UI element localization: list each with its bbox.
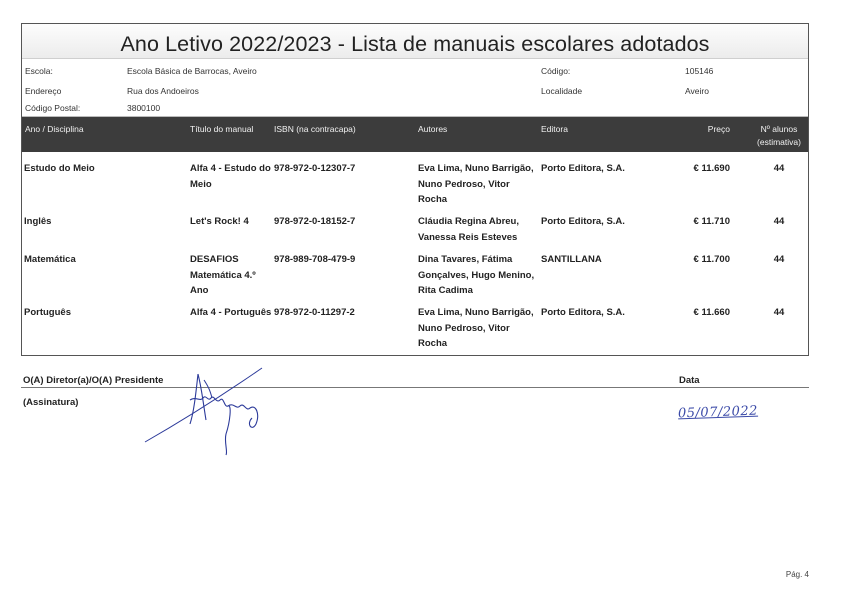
table-row bbox=[22, 161, 808, 214]
row-editora: Porto Editora, S.A. bbox=[541, 216, 625, 227]
localidade-value: Aveiro bbox=[685, 86, 709, 96]
row-preco: € 11.660 bbox=[693, 307, 730, 318]
row-isbn: 978-972-0-11297-2 bbox=[274, 307, 355, 318]
row-preco: € 11.690 bbox=[693, 163, 730, 174]
document-frame bbox=[21, 23, 809, 356]
table-header bbox=[22, 117, 808, 152]
header-alunos-line2: (estimativa) bbox=[757, 137, 801, 147]
row-disciplina: Inglês bbox=[24, 216, 52, 227]
row-titulo: Let's Rock! 4 bbox=[190, 216, 249, 227]
row-titulo: DESAFIOS Matemática 4.º Ano bbox=[190, 254, 256, 296]
endereco-value: Rua dos Andoeiros bbox=[127, 86, 199, 96]
header-isbn: ISBN (na contracapa) bbox=[274, 124, 356, 134]
document-title: Ano Letivo 2022/2023 - Lista de manuais escolares adotados bbox=[22, 24, 808, 59]
row-alunos: 44 bbox=[773, 163, 785, 174]
table-row bbox=[22, 214, 808, 252]
header-autores: Autores bbox=[418, 124, 448, 134]
endereco-label: Endereço bbox=[25, 86, 62, 96]
row-isbn: 978-989-708-479-9 bbox=[274, 254, 356, 265]
assinatura-label: (Assinatura) bbox=[23, 397, 79, 408]
codigo-label: Código: bbox=[541, 66, 571, 76]
row-disciplina: Estudo do Meio bbox=[24, 163, 95, 174]
row-editora: SANTILLANA bbox=[541, 254, 602, 265]
header-disciplina: Ano / Disciplina bbox=[25, 124, 84, 134]
header-alunos bbox=[750, 123, 808, 149]
info-row-endereco bbox=[22, 82, 808, 102]
director-label: O(A) Diretor(a)/O(A) Presidente bbox=[23, 375, 164, 386]
row-autores: Eva Lima, Nuno Barrigão, Nuno Pedroso, Vitor Rocha bbox=[418, 163, 534, 205]
row-alunos: 44 bbox=[773, 307, 785, 318]
row-titulo: Alfa 4 - Português bbox=[190, 307, 272, 318]
row-autores: Dina Tavares, Fátima Gonçalves, Hugo Menino, Rita Cadima bbox=[418, 254, 535, 296]
handwritten-date: 05/07/2022 bbox=[677, 403, 759, 422]
handwritten-signature bbox=[140, 362, 280, 457]
header-titulo: Título do manual bbox=[190, 124, 254, 134]
data-label: Data bbox=[679, 375, 700, 386]
table-row bbox=[22, 305, 808, 353]
row-titulo: Alfa 4 - Estudo do Meio bbox=[190, 163, 271, 190]
row-autores: Eva Lima, Nuno Barrigão, Nuno Pedroso, Vitor Rocha bbox=[418, 307, 534, 349]
info-row-escola bbox=[22, 62, 808, 82]
row-editora: Porto Editora, S.A. bbox=[541, 163, 625, 174]
row-alunos: 44 bbox=[773, 254, 785, 265]
row-isbn: 978-972-0-18152-7 bbox=[274, 216, 356, 227]
codigo-postal-value: 3800100 bbox=[127, 103, 161, 113]
escola-value: Escola Básica de Barrocas, Aveiro bbox=[127, 66, 257, 76]
row-disciplina: Matemática bbox=[24, 254, 76, 265]
info-row-codigo-postal bbox=[22, 102, 808, 117]
codigo-value: 105146 bbox=[685, 66, 714, 76]
header-preco: Preço bbox=[707, 124, 730, 134]
row-preco: € 11.700 bbox=[693, 254, 730, 265]
table-row bbox=[22, 252, 808, 305]
row-autores: Cláudia Regina Abreu, Vanessa Reis Esteves bbox=[418, 216, 519, 243]
codigo-postal-label: Código Postal: bbox=[25, 103, 81, 113]
localidade-label: Localidade bbox=[541, 86, 583, 96]
row-isbn: 978-972-0-12307-7 bbox=[274, 163, 356, 174]
header-alunos-line1: Nº alunos bbox=[760, 124, 798, 134]
row-editora: Porto Editora, S.A. bbox=[541, 307, 625, 318]
row-disciplina: Português bbox=[24, 307, 71, 318]
header-editora: Editora bbox=[541, 124, 568, 134]
row-alunos: 44 bbox=[773, 216, 785, 227]
row-preco: € 11.710 bbox=[693, 216, 730, 227]
page-number: Pág. 4 bbox=[785, 570, 809, 579]
escola-label: Escola: bbox=[25, 66, 53, 76]
